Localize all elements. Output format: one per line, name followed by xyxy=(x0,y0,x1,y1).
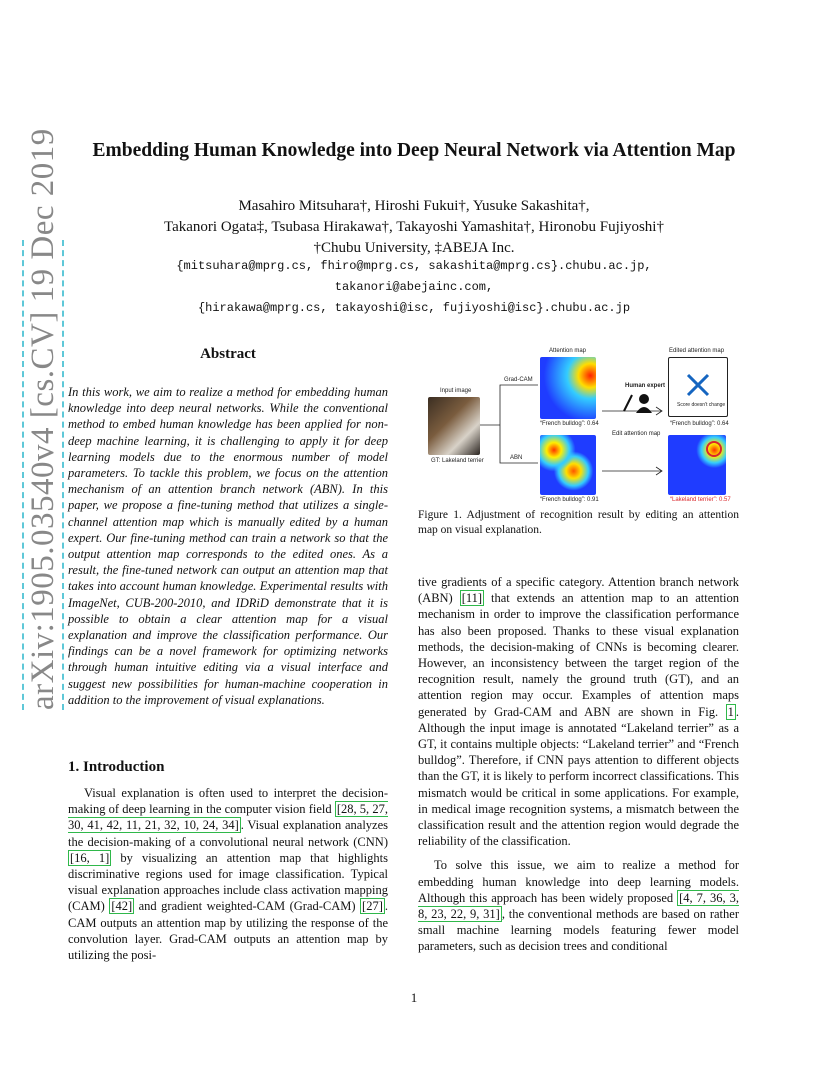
citation-link[interactable]: [16, 1] xyxy=(70,850,110,865)
abn-prediction: “French bulldog”: 0.91 xyxy=(540,497,599,503)
introduction-continued: tive gradients of a specific category. Attention branch network (ABN) [11] that extends an attention map to an attention mechanism in order to improve the classification performance has also been proposed. Thanks to these visual explanation methods, the decision-making of CNNs is becoming clearer. However, an inconsistency between the target region of the recognition result, namely the ground truth (GT), and an attention region may occur. Examples of attention maps generated by Grad-CAM and ABN are shown in Fig. 1 . Although the input image is annotated “Lakeland terrier” as a GT, it contains multiple objects: “Lakeland terrier” and “French bulldog”. Therefore, if CNN pays attention to different objects than the GT, it is likely to perform incorrect classifications. This mismatch would be critical in some applications. For example, in medical image recognition systems, a mismatch between the classification result and the attention region would degrade the reliability of the classification. To solve this issue, we aim to realize a method for embedding human knowledge into deep learning models. Although this approach has been widely proposed [4, 7, 36, 3, 8, 23, 22, 9, 31] , the conventional methods are based on rather small machine learning models featuring fewer model parameters, such as decision trees and conditional xyxy=(418,575,740,954)
author-line-2: Takanori Ogata‡, Tsubasa Hirakawa†, Takayoshi Yamashita†, Hironobu Fujiyoshi† xyxy=(164,219,664,235)
input-image-label: Input image xyxy=(440,388,472,394)
affiliation-line: †Chubu University, ‡ABEJA Inc. xyxy=(313,240,515,256)
email-line-3: {hirakawa@mprg.cs, takayoshi@isc, fujiyoshi@isc}.chubu.ac.jp xyxy=(197,301,631,315)
citation-link[interactable]: [4, 7, 36, 3, 8, 23, 22, 9, 31] xyxy=(418,890,739,922)
edit-attention-map-label: Edit attention map xyxy=(612,431,661,437)
score-unchanged-note: Score doesn't change xyxy=(677,402,726,408)
edited-attention-map-label: Edited attention map xyxy=(669,348,725,354)
figure-caption: Figure 1. Adjustment of recognition result by editing an attention map on visual explanation. xyxy=(418,509,739,536)
introduction-paragraph: Visual explanation is often used to interpret the decision-making of deep learning in the computer vision field [28, 5, 27, 30, 41, 42, 11, 21, 32, 10, 24, 34] . Visual explanation analyzes the decision-making of a convolutional neural network (CNN) [16, 1] by visualizing an attention map that highlights discriminative regions used for image classification. Typical visual explanation approaches include class activation mapping (CAM) [42] and gradient weighted-CAM (Grad-CAM) [27] . CAM outputs an attention map by utilizing the response of the convolution layer. Grad-CAM outputs an attention map by utilizing the posi- xyxy=(68,786,388,963)
human-expert-label: Human expert xyxy=(625,383,666,389)
gradcam-prediction: “French bulldog”: 0.64 xyxy=(540,421,599,427)
introduction-heading: 1. Introduction xyxy=(68,759,165,775)
edited-map-blank xyxy=(668,357,728,417)
abn-heatmap xyxy=(540,435,596,495)
email-block xyxy=(70,256,758,319)
citation-link[interactable]: [27] xyxy=(362,899,383,914)
edit-arrows xyxy=(598,365,668,485)
figure-link[interactable]: 1 xyxy=(727,704,734,719)
citation-link[interactable]: [28, 5, 27, 30, 41, 42, 11, 21, 32, 10, 24, 34] xyxy=(68,802,388,833)
page-number: 1 xyxy=(410,990,418,1005)
citation-link[interactable]: [42] xyxy=(111,899,133,914)
paper-title: Embedding Human Knowledge into Deep Neural Network via Attention Map xyxy=(92,140,736,161)
arxiv-identifier: arXiv:1905.03540v4 [cs.CV] 19 Dec 2019 xyxy=(22,240,64,710)
figure-1 xyxy=(418,345,739,505)
email-line-1: {mitsuhara@mprg.cs, fhiro@mprg.cs, sakashita@mprg.cs}.chubu.ac.jp, xyxy=(176,259,652,273)
gt-label: GT: Lakeland terrier xyxy=(431,458,484,464)
input-image xyxy=(428,397,480,455)
abstract-heading: Abstract xyxy=(200,346,256,362)
author-line-1: Masahiro Mitsuhara†, Hiroshi Fukui†, Yusuke Sakashita†, xyxy=(238,198,590,214)
attention-map-label: Attention map xyxy=(549,348,587,354)
author-block xyxy=(70,196,758,259)
edited-gradcam-prediction: “French bulldog”: 0.64 xyxy=(670,421,729,427)
gradcam-label: Grad-CAM xyxy=(504,377,533,383)
human-expert-icon xyxy=(616,389,656,415)
branch-connector xyxy=(480,365,540,475)
citation-link[interactable]: [11] xyxy=(461,591,483,606)
gradcam-heatmap xyxy=(540,357,596,419)
email-line-2: takanori@abejainc.com, xyxy=(334,280,494,294)
abstract-text: In this work, we aim to realize a method for embedding human knowledge into deep neural networks. While the conventional method to embed human knowledge has been applied for non-deep machine learning, it is challenging to apply it for deep learning models due to the enormous number of model parameters. To tackle this problem, we focus on the attention mechanism of an attention branch network (ABN). In this paper, we propose a fine-tuning method that utilizes a single-channel attention map which is manually edited by a human expert. Our fine-tuning method can train a network so that the output attention map corresponds to the edited ones. As a result, the fine-tuned network can output an attention map that takes into account human knowledge. Experimental results with ImageNet, CUB-200-2010, and IDRiD demonstrate that it is possible to obtain a clear attention map for a visual explanation and improve the classification performance. Our findings can be a novel framework for optimizing networks through human intuitive editing via a visual interface and suggest new possibilities for human-machine cooperation in addition to the improvement of visual explanations. xyxy=(68,385,388,707)
abn-label: ABN xyxy=(510,455,523,461)
edited-abn-heatmap xyxy=(668,435,726,495)
edited-abn-prediction: “Lakeland terrier”: 0.57 xyxy=(670,497,731,503)
